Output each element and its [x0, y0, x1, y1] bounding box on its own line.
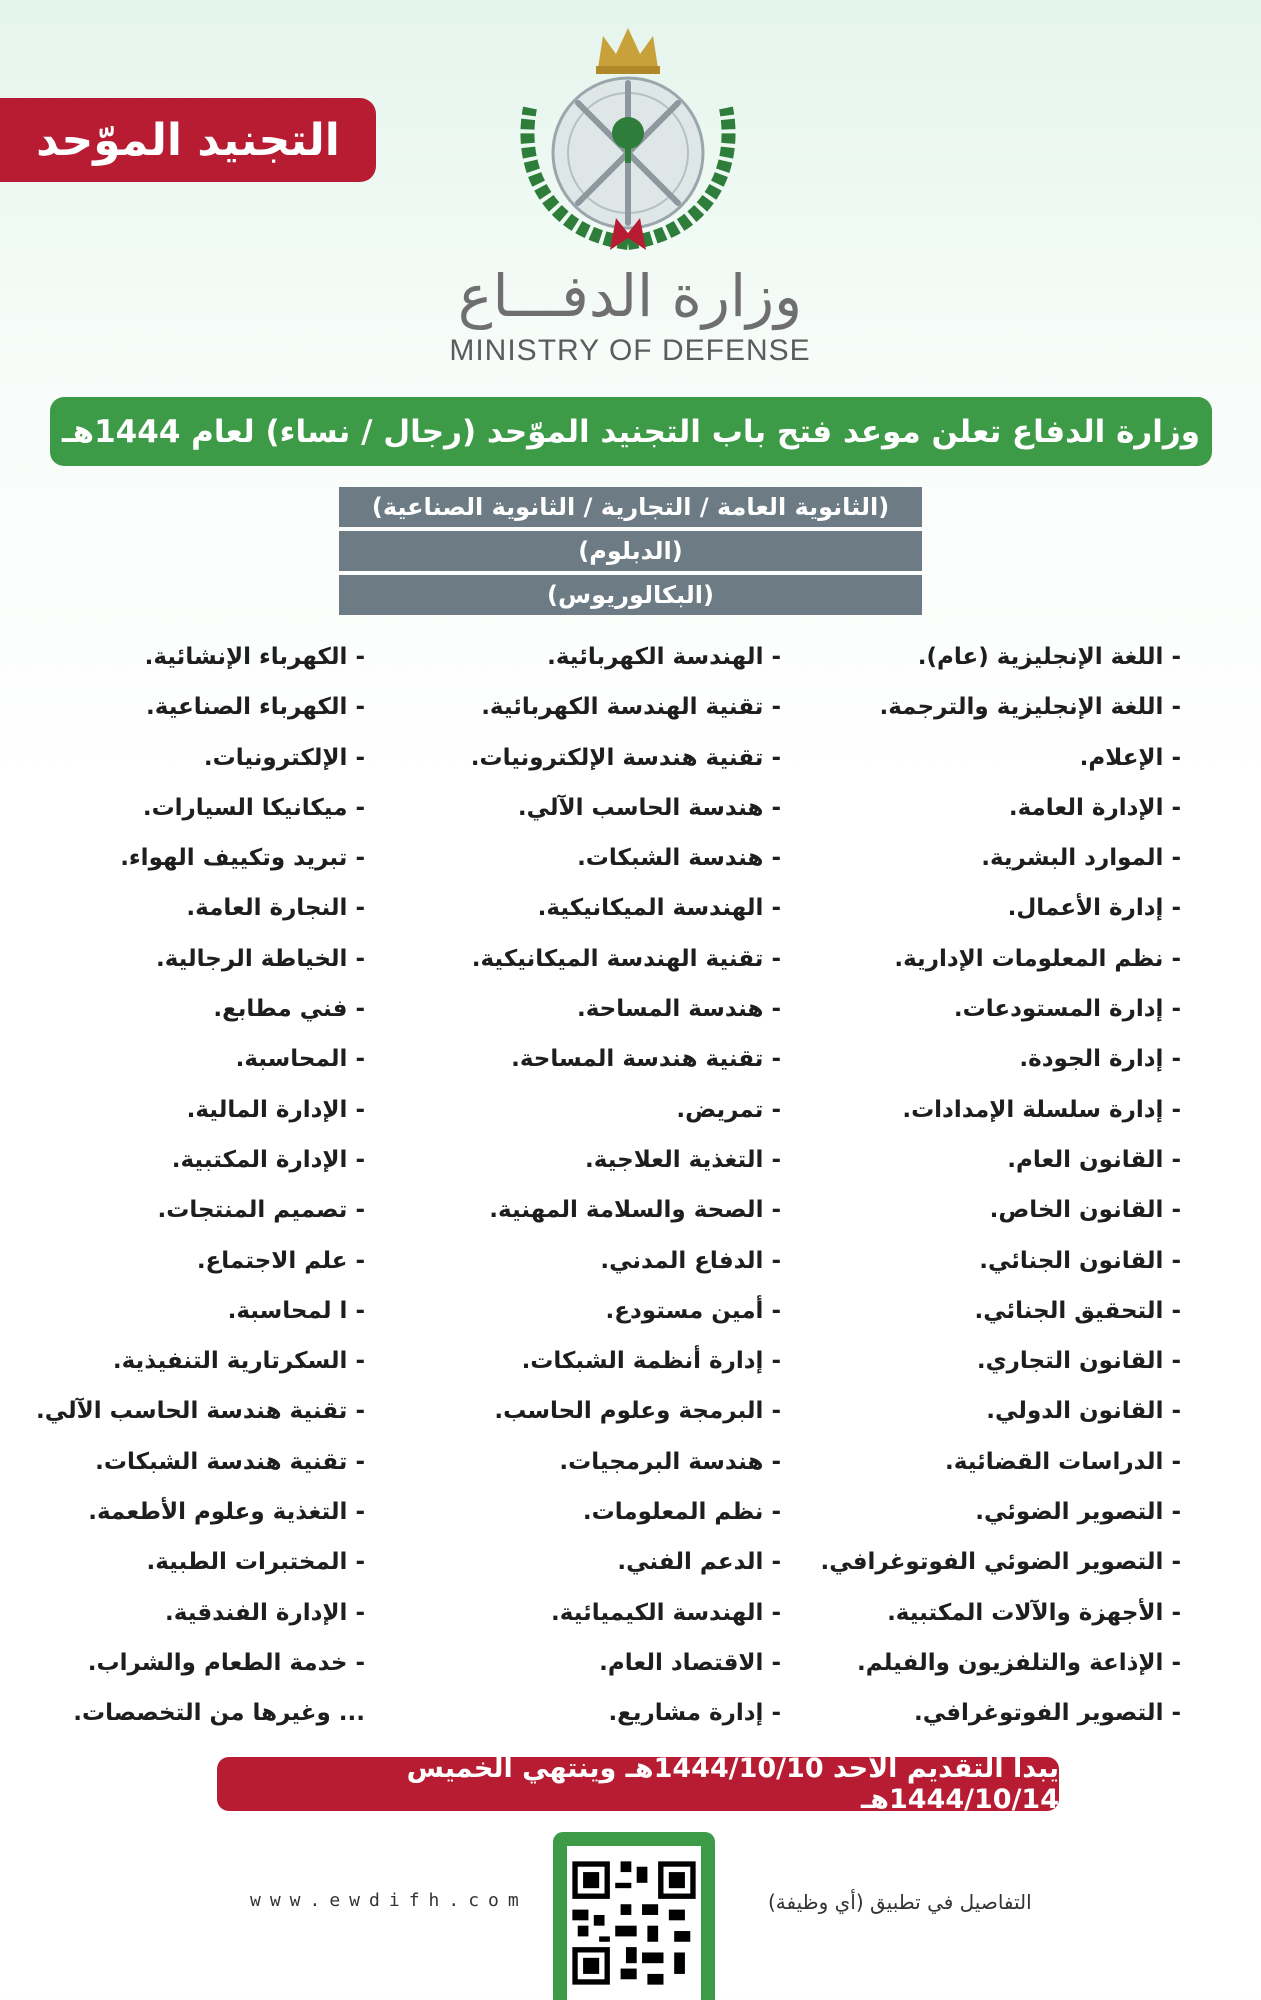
specialization-item: - الإدارة المالية.: [186, 1096, 365, 1123]
specialization-item: - الإلكترونيات.: [203, 744, 365, 771]
specialization-item: - إدارة أنظمة الشبكات.: [521, 1348, 781, 1375]
specialization-item: - القانون الخاص.: [989, 1197, 1181, 1224]
specialization-item: - أمين مستودع.: [605, 1297, 781, 1324]
specialization-item: - المختبرات الطبية.: [146, 1549, 365, 1576]
specialization-item: - ميكانيكا السيارات.: [142, 794, 365, 821]
specialization-item: - هندسة الشبكات.: [577, 845, 781, 872]
qualification-secondary: (الثانوية العامة / التجارية / الثانوية الصناعية): [339, 487, 922, 527]
specialization-item: - الكهرباء الصناعية.: [146, 694, 365, 721]
specialization-item: - اللغة الإنجليزية والترجمة.: [879, 694, 1181, 721]
specialization-item: - الأجهزة والآلات المكتبية.: [887, 1599, 1181, 1626]
specialization-item: - المحاسبة.: [235, 1046, 365, 1073]
announcement-headline: وزارة الدفاع تعلن موعد فتح باب التجنيد الموّحد (رجال / نساء) لعام 1444هـ: [50, 397, 1212, 466]
specialization-item: - الهندسة الميكانيكية.: [537, 895, 781, 922]
specialization-item: - نظم المعلومات الإدارية.: [894, 945, 1181, 972]
specialization-item: - الدفاع المدني.: [600, 1247, 781, 1274]
specialization-item: - تقنية هندسة المساحة.: [511, 1046, 781, 1073]
specialization-item: - إدارة المستودعات.: [953, 996, 1181, 1023]
ministry-name-arabic: وزارة الدفـــاع: [457, 262, 803, 330]
specialization-item: - هندسة البرمجيات.: [559, 1448, 781, 1475]
specialization-item: - الإدارة العامة.: [1008, 794, 1181, 821]
specialization-item: - تقنية الهندسة الكهربائية.: [481, 694, 781, 721]
details-text: التفاصيل في تطبيق (أي وظيفة): [768, 1890, 1032, 1914]
specialization-item: - إدارة سلسلة الإمدادات.: [902, 1096, 1181, 1123]
specialization-item: - الهندسة الكهربائية.: [547, 644, 781, 670]
specialization-item: - الخياطة الرجالية.: [155, 945, 365, 972]
ministry-emblem-icon: [508, 18, 748, 268]
specialization-item: - التصوير الفوتوغرافي.: [913, 1700, 1181, 1727]
specialization-item: - القانون الدولي.: [986, 1398, 1181, 1425]
ministry-name-english: MINISTRY OF DEFENSE: [449, 334, 811, 367]
badge-unified-recruitment: التجنيد الموّحد: [0, 98, 376, 182]
qualification-bachelor: (البكالوريوس): [339, 575, 922, 615]
specialization-item: - الصحة والسلامة المهنية.: [489, 1197, 781, 1224]
specialization-item: - التصوير الضوئي.: [975, 1499, 1181, 1526]
specialization-item: - الكهرباء الإنشائية.: [144, 644, 365, 670]
specialization-item: - تصميم المنتجات.: [157, 1197, 365, 1224]
qr-code-frame: [553, 1832, 715, 2000]
specialization-item: - الإدارة الفندقية.: [165, 1599, 365, 1626]
specialization-item: - البرمجة وعلوم الحاسب.: [494, 1398, 781, 1425]
specialization-item: - السكرتارية التنفيذية.: [112, 1348, 365, 1375]
specialization-item: ... وغيرها من التخصصات.: [73, 1700, 365, 1727]
specializations-column-left: [0, 638, 365, 1745]
qr-code-icon[interactable]: [567, 1856, 701, 1990]
specialization-item: - التحقيق الجنائي.: [974, 1297, 1181, 1324]
specialization-item: - إدارة الأعمال.: [1007, 895, 1181, 922]
specialization-item: - هندسة المساحة.: [577, 996, 781, 1023]
specialization-item: - تقنية هندسة الإلكترونيات.: [470, 744, 781, 771]
specializations-column-right: [821, 638, 1181, 1745]
specialization-item: - القانون التجاري.: [976, 1348, 1181, 1375]
specialization-item: - التصوير الضوئي الفوتوغرافي.: [820, 1549, 1181, 1576]
specialization-item: - تقنية هندسة الشبكات.: [95, 1448, 365, 1475]
specialization-item: - الإعلام.: [1079, 744, 1181, 771]
specialization-item: - اللغة الإنجليزية (عام).: [917, 644, 1181, 670]
application-dates-banner: يبدأ التقديم الأحد 1444/10/10هـ وينتهي الخميس 1444/10/14هـ: [217, 1757, 1059, 1811]
specialization-item: - الإدارة المكتبية.: [171, 1146, 365, 1173]
specialization-item: - الإذاعة والتلفزيون والفيلم.: [857, 1649, 1181, 1676]
specialization-item: - خدمة الطعام والشراب.: [87, 1649, 365, 1676]
specialization-item: - الاقتصاد العام.: [599, 1649, 781, 1676]
specialization-item: - تقنية هندسة الحاسب الآلي.: [35, 1398, 365, 1425]
specialization-item: - علم الاجتماع.: [196, 1247, 365, 1274]
specialization-item: - النجارة العامة.: [186, 895, 365, 922]
specialization-item: - الدراسات القضائية.: [945, 1448, 1181, 1475]
specialization-item: - التغذية العلاجية.: [585, 1146, 781, 1173]
specialization-item: - القانون العام.: [1007, 1146, 1181, 1173]
specialization-item: - الهندسة الكيميائية.: [551, 1599, 781, 1626]
specialization-item: - إدارة مشاريع.: [608, 1700, 781, 1727]
specialization-item: - تمريض.: [676, 1096, 781, 1123]
specialization-item: - فني مطابع.: [213, 996, 365, 1023]
specialization-item: - الموارد البشرية.: [981, 845, 1181, 872]
specialization-item: - الدعم الفني.: [617, 1549, 781, 1576]
website-link[interactable]: www.ewdifh.com: [250, 1890, 528, 1911]
qualifications-list: [339, 487, 922, 619]
specializations-column-middle: [421, 638, 781, 1745]
specialization-item: - نظم المعلومات.: [582, 1499, 781, 1526]
specialization-item: - التغذية وعلوم الأطعمة.: [88, 1499, 365, 1526]
qualification-diploma: (الدبلوم): [339, 531, 922, 571]
specialization-item: - إدارة الجودة.: [1019, 1046, 1181, 1073]
specialization-item: - تقنية الهندسة الميكانيكية.: [471, 945, 781, 972]
specialization-item: - ا لمحاسبة.: [227, 1297, 365, 1324]
specialization-item: - القانون الجنائي.: [979, 1247, 1181, 1274]
specialization-item: - هندسة الحاسب الآلي.: [517, 794, 781, 821]
specialization-item: - تبريد وتكييف الهواء.: [120, 845, 365, 872]
